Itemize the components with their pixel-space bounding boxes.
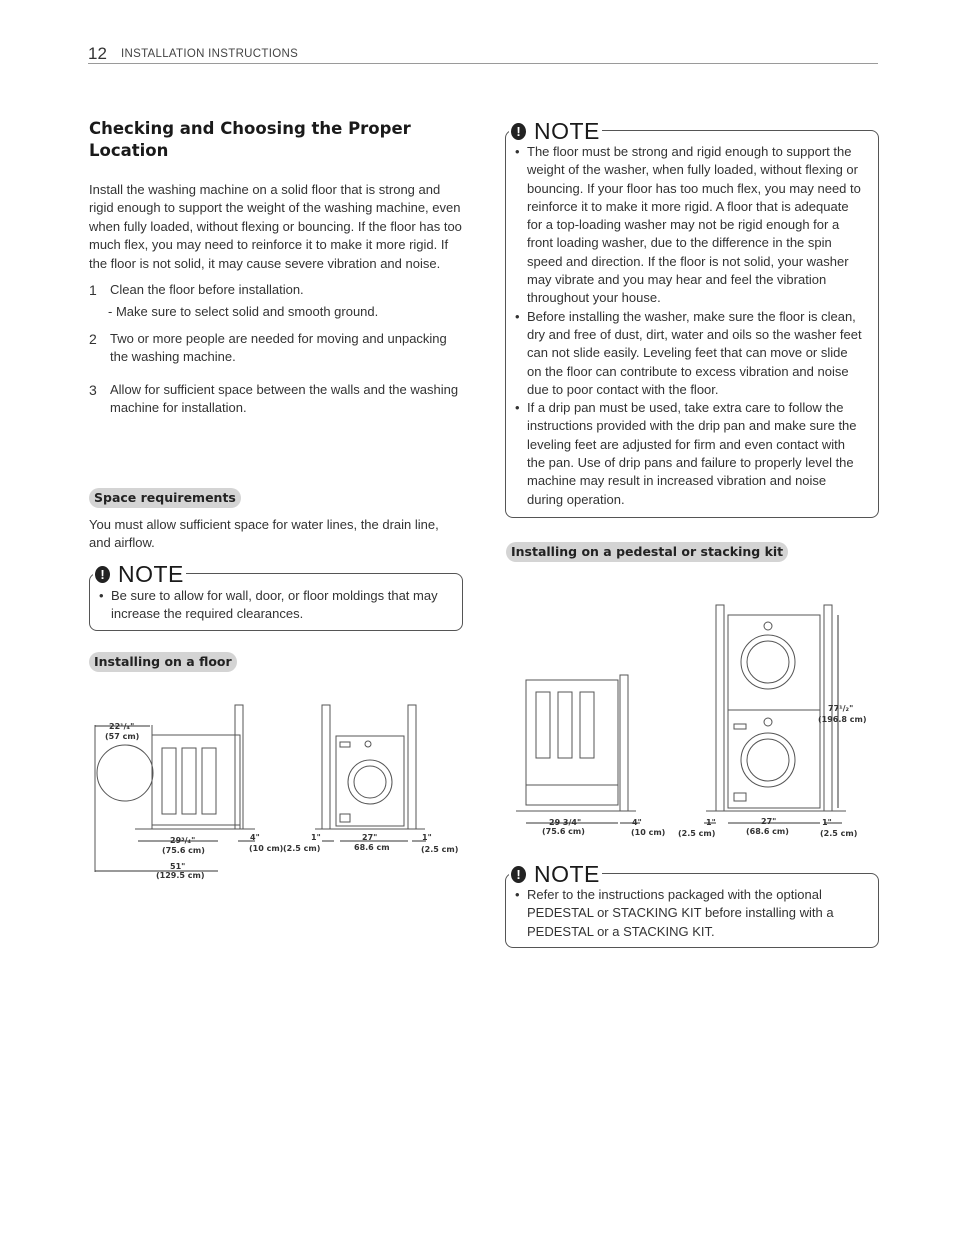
dim-gap-side2: 1" — [422, 833, 432, 842]
step-2 — [89, 330, 464, 367]
left-column — [89, 118, 464, 669]
step-subtext: - Make sure to select solid and smooth ground. — [108, 304, 379, 320]
dim-gap-side2: 1" — [822, 818, 832, 827]
note-bullet: • The floor must be strong and rigid enough to support the weight of the washer, when fully loaded, without flexing or bouncing. If your floor has too much flex, you may need to reinforce it to make it more rigid. A floor that is adequate for a top-loading washer may not be rigid enough for a front loading washer, due to the difference in the spin speed and direction. If the floor is not solid, your washer may vibrate and you may hear and feel the vibration throughout your house. — [515, 143, 864, 308]
left-wall — [322, 705, 330, 829]
intro-paragraph: Install the washing machine on a solid floor that is strong and rigid enough to support the weight of the washing machine, even when fully loaded, without flexing or bouncing. If the floor has too much flex, you may need to reinforce it to make it more rigid. If the floor is not solid, it may cause severe vibration and noise. — [89, 182, 462, 271]
dim-depth: 29³/₄" — [170, 836, 196, 845]
dim-gap-side2-cm: (2.5 cm) — [421, 845, 459, 854]
side-wall — [235, 705, 243, 829]
page-header — [88, 44, 878, 64]
dim-width: 27" — [362, 833, 378, 842]
exclamation-icon: ! — [95, 566, 110, 583]
stack-top-unit — [728, 615, 820, 710]
dim-total: 51" — [170, 862, 186, 871]
section-heading: INSTALLATION INSTRUCTIONS — [121, 48, 299, 60]
note-title: NOTE — [534, 118, 600, 144]
step-text: Allow for sufficient space between the walls and the washing machine for installation. — [110, 381, 459, 416]
note-title: NOTE — [118, 561, 184, 587]
dim-height-cm: (196.8 cm) — [818, 715, 867, 724]
floor-clearance-diagram — [90, 700, 470, 885]
note-header — [93, 562, 186, 586]
exclamation-icon: ! — [511, 123, 526, 140]
installing-floor-heading: Installing on a floor — [89, 652, 237, 672]
space-requirements-text: You must allow sufficient space for water lines, the drain line, and airflow. — [89, 517, 439, 551]
door-circle — [97, 745, 153, 801]
title-line-2: Location — [89, 141, 169, 160]
dim-side-depth-cm: (57 cm) — [105, 732, 140, 741]
dim-width: 27" — [761, 817, 777, 826]
note-header — [509, 119, 602, 143]
dim-width-cm: (68.6 cm) — [746, 827, 789, 836]
space-requirements-heading: Space requirements — [89, 488, 241, 508]
step-text: Two or more people are needed for moving and unpacking the washing machine. — [110, 330, 447, 365]
note-bullet: • Refer to the instructions packaged with the optional PEDESTAL or STACKING KIT before installing with a PEDESTAL or a STACKING KIT. — [515, 886, 864, 941]
note-title: NOTE — [534, 861, 600, 887]
pedestal-clearance-diagram — [506, 600, 876, 845]
pedestal-section — [506, 542, 788, 562]
step-text: Clean the floor before installation. — [110, 282, 304, 298]
step-number: 1 — [89, 282, 97, 299]
dim-gap-back-cm: (10 cm) — [631, 828, 666, 837]
note-bullet: • If a drip pan must be used, take extra care to follow the instructions provided with the drip pan and make sure the leveling feet are adjusted for firm and even contact with the pan. Use of drip pans and failure to properly level the machine may result in increased vibration and noise during operation. — [515, 399, 864, 509]
installing-floor-section — [89, 652, 237, 672]
step-1 — [89, 281, 464, 322]
pedestal-side-wall — [620, 675, 628, 811]
note-header — [509, 862, 602, 886]
page-number: 12 — [88, 44, 107, 63]
exclamation-icon: ! — [511, 866, 526, 883]
dim-depth-cm: (75.6 cm) — [162, 846, 205, 855]
step-number: 2 — [89, 330, 97, 347]
title-line-1: Checking and Choosing the Proper — [89, 119, 411, 138]
dim-gap-side1: 1" — [311, 833, 321, 842]
step-number: 3 — [89, 381, 97, 398]
dim-width-cm: 68.6 cm — [354, 843, 390, 852]
page-title — [89, 118, 464, 162]
pedestal-diagram-svg — [506, 600, 876, 845]
dim-gap-side1: 1" — [706, 818, 716, 827]
dim-side-depth: 22¹/₄" — [109, 722, 135, 731]
front-washer-body — [336, 736, 404, 826]
dim-gap-back: 4" — [632, 818, 642, 827]
note-moldings — [89, 561, 463, 631]
note-floor-strength — [505, 118, 879, 518]
dim-gap-side2-cm: (2.5 cm) — [820, 829, 858, 838]
step-3 — [89, 381, 464, 418]
dim-total-cm: (129.5 cm) — [156, 871, 205, 880]
dim-gap-side1-cm: (2.5 cm) — [283, 844, 321, 853]
dim-gap-side1-cm: (2.5 cm) — [678, 829, 716, 838]
dim-gap-back-cm: (10 cm) — [249, 844, 284, 853]
note-bullet: • Before installing the washer, make sure the floor is clean, dry and free of dust, dirt, water and oils so the washer feet can not slide easily. Leveling feet that can move or slide on the floor can contribute to excess vibration and noise due to poor contact with the floor. — [515, 308, 864, 399]
right-wall — [408, 705, 416, 829]
dim-depth: 29 3/4" — [549, 818, 582, 827]
pedestal-heading: Installing on a pedestal or stacking kit — [506, 542, 788, 562]
dim-height: 77¹/₂" — [828, 704, 854, 713]
space-requirements-section — [89, 488, 449, 553]
note-bullet: • Be sure to allow for wall, door, or floor moldings that may increase the required clearances. — [99, 587, 448, 624]
note-pedestal — [505, 861, 879, 948]
dim-gap-back: 4" — [250, 833, 260, 842]
stack-left-wall — [716, 605, 724, 811]
floor-diagram-svg — [90, 700, 470, 885]
pedestal-base — [526, 785, 618, 805]
steps-list — [89, 281, 464, 417]
dim-depth-cm: (75.6 cm) — [542, 827, 585, 836]
